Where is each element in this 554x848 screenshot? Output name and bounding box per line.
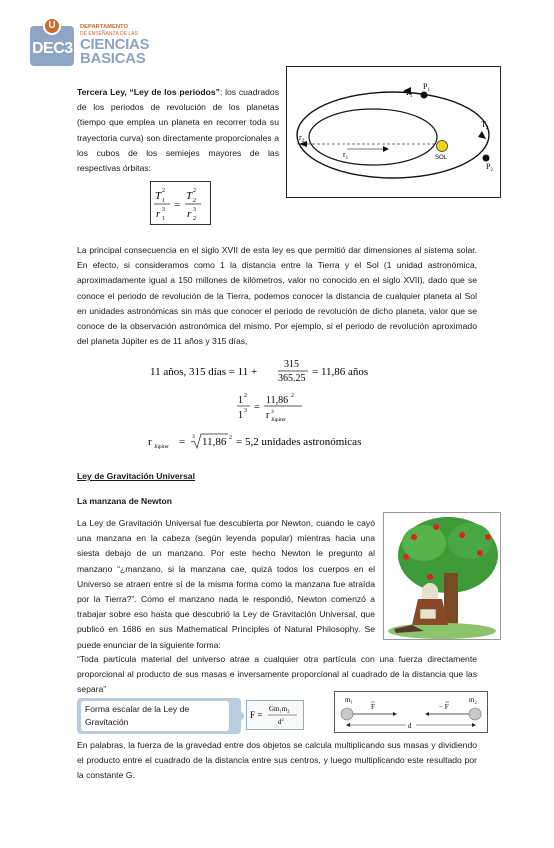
formula-denominator: $d^2$ <box>278 717 284 726</box>
formula-lhs: F = <box>250 710 263 720</box>
final-paragraph: En palabras, la fuerza de la gravedad entre dos objetos se calcula multiplicando sus masas y dividiendo el producto entre el cuadrado de la distancia entre sus centros, y luego multiplicando este resultado por la constante G. <box>77 740 477 781</box>
distance-arrowhead-left <box>346 723 350 727</box>
eq3-radicand: 11,86 <box>202 436 227 448</box>
eq1-numerator: 315 <box>284 359 299 370</box>
orbit-diagram <box>286 66 501 198</box>
eq2-right-den-exp: 3 <box>271 409 274 415</box>
formula-t2-sub: 2 <box>193 198 196 204</box>
equation-kepler-jupiter <box>236 390 316 426</box>
eq2-equals: = <box>254 402 260 413</box>
r1-arrowhead <box>383 146 389 152</box>
kepler-text: : los cuadrados de los periodos de revolución de los planetas (tiempo que emplea un planeta en recorrer toda su trayectoria curva) son directamente proporcionales a los cubos de los semiejes mayores de las respectivas órbitas: <box>77 87 279 174</box>
formula-r1-exp: 3 <box>162 207 165 213</box>
logo-line-1: DEPARTAMENTO <box>80 24 128 30</box>
formula-r2-sub: 2 <box>193 216 196 222</box>
eq3-root-index: 3 <box>192 434 195 440</box>
label-p2: $P_2$ <box>486 162 493 173</box>
distance-label: d <box>408 722 412 730</box>
force-diagram-svg <box>335 692 487 732</box>
book-icon <box>420 609 436 619</box>
formula-t2: T <box>186 190 193 202</box>
two-mass-force-diagram <box>334 691 488 733</box>
apple-icon <box>477 550 483 556</box>
logo-mark <box>30 20 74 66</box>
formula-t1-exp: 2 <box>162 188 165 194</box>
logo-line-3: CIENCIAS <box>80 36 150 53</box>
distance-arrowhead-right <box>472 723 476 727</box>
eq2-left-den: 1 <box>238 410 243 421</box>
logo-u-badge: U <box>43 17 61 35</box>
label-sun: SOL <box>435 155 448 161</box>
equation-2-svg <box>236 390 316 426</box>
mass-1-label: $m_1$ <box>345 696 353 705</box>
formula-t1: T <box>155 190 162 202</box>
equation-3-svg <box>148 430 388 454</box>
falling-apple-icon <box>427 574 433 580</box>
label-r2: $r_2$ <box>299 133 305 144</box>
eq3-right: = 5,2 unidades astronómicas <box>236 436 362 448</box>
formula-r1: r <box>156 208 161 220</box>
callout-text: Forma escalar de la Ley de Gravitación <box>81 701 229 731</box>
eq1-denominator: 365.25 <box>278 373 306 384</box>
inner-orbit <box>309 109 437 165</box>
main-paragraph: La principal consecuencia en el siglo XVII de esta ley es que permitió dar dimensiones al sistema solar. En efecto, si consideramos como 1 la distancia entre la Tierra y el Sol (1 unidad astronómica, aproximadamente igual a 150 millones de kilómetros, valor no conocido en el siglo XVII), dado que se conoce el periodo de revolución de la Tierra, podemos conocer la distancia de cualquier planeta al Sol en unidades astronómicas sin más que conocer el periodo de revolución de dicho planeta, valor que se conoce de la observación astronómica del mismo. Por ejemplo, si el periodo de revolución aproximado del planeta Júpiter es de 11 años y 315 días, <box>77 245 477 347</box>
kepler-heading: Tercera Ley, “Ley de los periodos” <box>77 87 220 97</box>
eq2-left-num: 1 <box>238 395 243 406</box>
eq2-right-den-sub: Júpiter <box>271 417 286 423</box>
mass-2-sphere <box>469 708 481 720</box>
department-logo <box>30 18 150 74</box>
equation-jupiter-period <box>150 356 390 386</box>
eq2-right-num-exp: 2 <box>291 393 294 399</box>
eq2-right-num: 11,86 <box>266 395 289 406</box>
formula-t1-sub: 1 <box>162 198 165 204</box>
apple-icon <box>403 554 409 560</box>
logo-line-2: DE ENSEÑANZA DE LAS <box>80 31 138 37</box>
eq3-equals: = <box>179 436 186 448</box>
formula-t2-exp: 2 <box>193 188 196 194</box>
scalar-form-callout <box>77 698 241 734</box>
formula-r2-exp: 3 <box>193 207 196 213</box>
gravitation-heading: Ley de Gravitación Universal <box>77 471 195 481</box>
apple-icon <box>459 532 465 538</box>
eq3-radicand-exp: 2 <box>229 435 232 441</box>
equation-1-svg <box>150 356 390 386</box>
gravitation-law-quote: “Toda partícula material del universo atrae a cualquier otra partícula con una fuerza directamente proporcional al producto de sus masas e inversamente proporcional al cuadrado de la distancia que las separa” <box>77 654 477 695</box>
tree-canopy-right <box>448 523 492 559</box>
eq1-left: 11 años, 315 días = 11 + <box>150 366 258 378</box>
logo-mark-text: DEC3 <box>32 40 73 57</box>
eq3-left: r <box>148 436 152 448</box>
kepler-formula-svg <box>151 182 210 224</box>
formula-equals: = <box>174 199 181 211</box>
gravitation-formula <box>246 700 304 730</box>
apple-icon <box>485 534 491 540</box>
force-minus-f-label: − F <box>439 703 449 711</box>
kepler-third-law-paragraph <box>77 85 279 176</box>
logo-wordmark <box>80 24 150 66</box>
logo-line-4: BASICAS <box>80 50 146 67</box>
force-f-label: F <box>371 703 375 711</box>
eq3-left-sub: Júpiter <box>154 444 169 450</box>
newton-paragraph: La Ley de Gravitación Universal fue descubierta por Newton, cuando le cayó una manzana en la cabeza (según leyenda popular) mientras hacia una siesta debajo de un manzano. Por este hecho Newton le pregunto al manzano “¿manzano, si la manzana cae, quizá todos los cuerpos en el Universo se atraen entre sí de la misma forma como la manzana fue atraída por la Tierra?”. Como el manzano nada le respondió, Newton comenzó a trabajar sobre eso hasta que descubrió la Ley de Gravitación Universal, que publicó en 1686 en sus Mathematical Principles of Natural Philosophy. Se puede enunciar de la siguiente forma: <box>77 518 375 650</box>
formula-r1-sub: 1 <box>162 216 165 222</box>
formula-numerator: $Gm_1m_2$ <box>269 705 290 714</box>
callout-arrow-icon <box>235 704 245 728</box>
label-p1: $P_1$ <box>423 82 430 93</box>
gravitation-formula-svg <box>247 701 303 729</box>
orbit-svg <box>287 67 500 197</box>
force-arrowhead-left <box>425 712 429 716</box>
t2-direction-arrow <box>478 131 486 139</box>
apple-icon <box>433 524 439 530</box>
equation-jupiter-distance <box>148 430 388 454</box>
apple-icon <box>411 534 417 540</box>
outer-orbit <box>297 92 489 178</box>
eq1-right: = 11,86 años <box>312 366 369 378</box>
kepler-formula-box <box>150 181 211 225</box>
eq2-left-den-exp: 3 <box>244 408 247 414</box>
newton-apple-tree-illustration <box>383 512 501 640</box>
label-t2: $T_2$ <box>481 120 489 131</box>
mass-2-label: $m_2$ <box>469 696 477 705</box>
force-arrowhead-right <box>393 712 397 716</box>
eq2-left-num-exp: 2 <box>244 393 247 399</box>
newton-illustration-svg <box>384 513 501 640</box>
planet-p1-dot <box>421 92 428 99</box>
apple-heading: La manzana de Newton <box>77 496 173 506</box>
planet-p2-dot <box>483 155 490 162</box>
mass-1-sphere <box>341 708 353 720</box>
formula-r2: r <box>187 208 192 220</box>
eq2-right-den: r <box>266 410 270 421</box>
label-t1: $T_1$ <box>405 88 413 99</box>
sun-icon <box>437 141 448 152</box>
label-r1: $r_1$ <box>343 150 349 161</box>
